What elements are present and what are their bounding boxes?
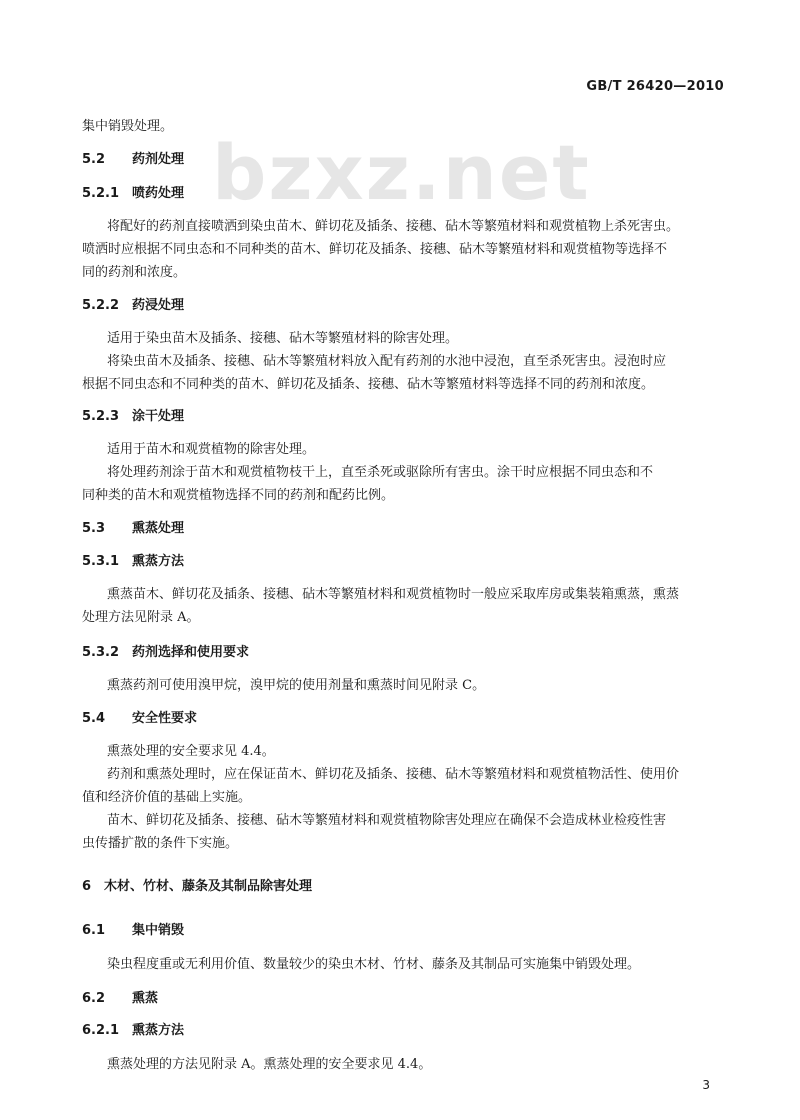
section-number: 6.1 (82, 923, 106, 938)
paragraph-line: 熏蒸处理的方法见附录 A。熏蒸处理的安全要求见 4.4。 (107, 1057, 432, 1072)
paragraph-line: 染虫程度重或无利用价值、数量较少的染虫木材、竹材、藤条及其制品可实施集中销毁处理。 (107, 957, 641, 972)
paragraph-line: 适用于染虫苗木及插条、接穗、砧木等繁殖材料的除害处理。 (107, 331, 459, 346)
section-title: 熏蒸处理 (132, 521, 185, 536)
standard-number: GB/T 26420—2010 (586, 79, 724, 94)
section-heading-6 (82, 878, 312, 896)
section-number: 5.3.2 (82, 645, 120, 660)
section-number: 6.2.1 (82, 1023, 120, 1038)
section-title: 熏蒸 (132, 991, 159, 1006)
section-title: 药剂选择和使用要求 (132, 645, 250, 660)
section-number: 5.2.3 (82, 409, 120, 424)
paragraph-line: 将处理药剂涂于苗木和观赏植物枝干上，直至杀死或驱除所有害虫。涂干时应根据不同虫态和不 (107, 465, 654, 480)
paragraph-line: 处理方法见附录 A。 (82, 610, 200, 625)
paragraph-line: 喷洒时应根据不同虫态和不同种类的苗木、鲜切花及插条、接穗、砧木等繁殖材料和观赏植物等选择不 (82, 242, 668, 257)
paragraph-line: 虫传播扩散的条件下实施。 (82, 836, 239, 851)
section-heading-5-2-3 (82, 408, 184, 426)
section-number: 6.2 (82, 991, 106, 1006)
section-title: 安全性要求 (132, 711, 198, 726)
paragraph-line: 适用于苗木和观赏植物的除害处理。 (107, 442, 316, 457)
paragraph-line: 药剂和熏蒸处理时，应在保证苗木、鲜切花及插条、接穗、砧木等繁殖材料和观赏植物活性、使用价 (107, 767, 680, 782)
section-title: 熏蒸方法 (132, 554, 185, 569)
page-number: 3 (702, 1078, 710, 1092)
paragraph-line: 集中销毁处理。 (82, 119, 174, 134)
paragraph-line: 根据不同虫态和不同种类的苗木、鲜切花及插条、接穗、砧木等繁殖材料等选择不同的药剂和浓度。 (82, 377, 655, 392)
watermark: bzxz.net (212, 128, 591, 217)
section-heading-5-3-1 (82, 553, 184, 571)
section-title: 涂干处理 (132, 409, 185, 424)
section-number: 5.3 (82, 521, 106, 536)
section-title: 木材、竹材、藤条及其制品除害处理 (104, 879, 313, 894)
section-title: 喷药处理 (132, 186, 185, 201)
section-title: 熏蒸方法 (132, 1023, 185, 1038)
paragraph-line: 将配好的药剂直接喷洒到染虫苗木、鲜切花及插条、接穗、砧木等繁殖材料和观赏植物上杀死害虫。 (107, 219, 680, 234)
paragraph-line: 熏蒸苗木、鲜切花及插条、接穗、砧木等繁殖材料和观赏植物时一般应采取库房或集装箱熏蒸，熏蒸 (107, 587, 680, 602)
paragraph-line: 同的药剂和浓度。 (82, 265, 187, 280)
section-heading-6-2-1 (82, 1022, 184, 1040)
section-number: 5.2 (82, 152, 106, 167)
section-title: 集中销毁 (132, 923, 185, 938)
paragraph-line: 同种类的苗木和观赏植物选择不同的药剂和配药比例。 (82, 488, 395, 503)
paragraph-line: 值和经济价值的基础上实施。 (82, 790, 252, 805)
section-heading-5-3-2 (82, 644, 249, 662)
section-heading-5-2-1 (82, 185, 184, 203)
section-title: 药浸处理 (132, 298, 185, 313)
section-heading-5-3 (82, 520, 184, 538)
section-number: 5.2.2 (82, 298, 120, 313)
paragraph-line: 将染虫苗木及插条、接穗、砧木等繁殖材料放入配有药剂的水池中浸泡，直至杀死害虫。浸泡时应 (107, 354, 667, 369)
section-heading-5-2 (82, 151, 184, 169)
section-number: 5.2.1 (82, 186, 120, 201)
paragraph-line: 熏蒸处理的安全要求见 4.4。 (107, 744, 275, 759)
paragraph-line: 苗木、鲜切花及插条、接穗、砧木等繁殖材料和观赏植物除害处理应在确保不会造成林业检疫性害 (107, 813, 667, 828)
section-heading-6-1 (82, 922, 184, 940)
section-title: 药剂处理 (132, 152, 185, 167)
section-heading-5-4 (82, 710, 197, 728)
section-number: 6 (82, 879, 92, 894)
section-heading-6-2 (82, 990, 158, 1008)
section-number: 5.3.1 (82, 554, 120, 569)
section-heading-5-2-2 (82, 297, 184, 315)
paragraph-line: 熏蒸药剂可使用溴甲烷，溴甲烷的使用剂量和熏蒸时间见附录 C。 (107, 678, 486, 693)
section-number: 5.4 (82, 711, 106, 726)
